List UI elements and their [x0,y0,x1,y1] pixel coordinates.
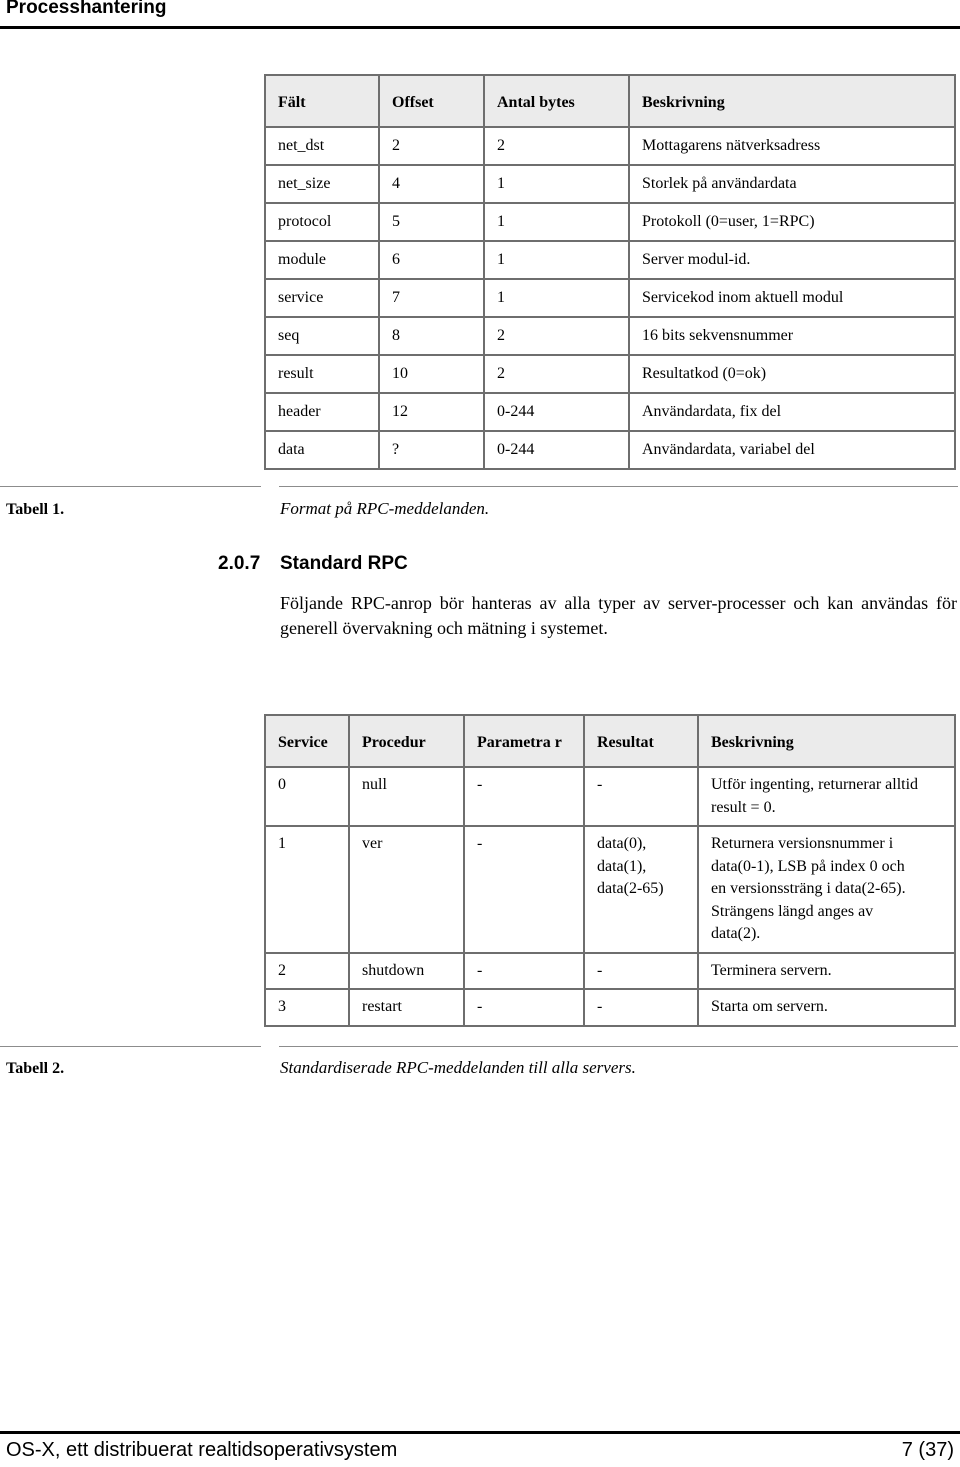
table-cell: Terminera servern. [698,953,955,990]
table-cell: 2 [484,317,629,355]
table-cell: 1 [484,279,629,317]
table-cell: - [464,826,584,953]
table-cell: Returnera versionsnummer i data(0-1), LSB på index 0 och en versionssträng i data(2-65). Strängens längd anges av data(2). [698,826,955,953]
section-title: Standard RPC [280,553,408,574]
table-cell: Servicekod inom aktuell modul [629,279,955,317]
table-cell: Server modul-id. [629,241,955,279]
table-row [265,826,955,953]
table-row [265,989,955,1026]
table-cell: 6 [379,241,484,279]
table-row [265,127,955,165]
table-cell: 0 [265,767,349,826]
table-row [265,393,955,431]
header-rule [0,26,960,29]
table-row [265,203,955,241]
column-header: Antal bytes [484,75,629,127]
table-row [265,165,955,203]
table-cell: 7 [379,279,484,317]
column-header: Beskrivning [629,75,955,127]
table-cell: 0-244 [484,431,629,469]
table-cell: result [265,355,379,393]
caption-rule [279,486,958,487]
table-cell: shutdown [349,953,464,990]
table-cell: 1 [484,241,629,279]
table-cell: protocol [265,203,379,241]
table-cell: Resultatkod (0=ok) [629,355,955,393]
section-number: 2.0.7 [218,553,261,574]
table-cell: - [584,989,698,1026]
table-cell: - [464,767,584,826]
table-cell: restart [349,989,464,1026]
table-cell: 1 [484,165,629,203]
table-cell: 3 [265,989,349,1026]
table-cell: - [464,953,584,990]
footer-page-number: 7 (37) [901,1439,954,1461]
table-cell: data(0), data(1), data(2-65) [584,826,698,953]
table-cell: - [584,953,698,990]
table-cell: Utför ingenting, returnerar alltid result = 0. [698,767,955,826]
table-header-row [265,715,955,767]
table-cell: 4 [379,165,484,203]
table-row [265,241,955,279]
caption-rule [0,1046,261,1047]
column-header: Resultat [584,715,698,767]
table-cell: net_dst [265,127,379,165]
table-cell: Användardata, variabel del [629,431,955,469]
column-header: Service [265,715,349,767]
table-caption-text: Standardiserade RPC-meddelanden till alla servers. [280,1058,636,1077]
column-header: Fält [265,75,379,127]
table-cell: null [349,767,464,826]
table-caption-text: Format på RPC-meddelanden. [280,499,490,518]
table-cell: 2 [265,953,349,990]
table-cell: service [265,279,379,317]
table-cell: 2 [484,127,629,165]
table-cell: ver [349,826,464,953]
caption-rule [279,1046,958,1047]
table-cell: 8 [379,317,484,355]
table-cell: data [265,431,379,469]
rpc-format-table [264,74,956,470]
standard-rpc-table [264,714,956,1027]
table-cell: 10 [379,355,484,393]
column-header: Procedur [349,715,464,767]
table-caption-label: Tabell 1. [6,501,65,518]
table-cell: Storlek på användardata [629,165,955,203]
table-cell: 2 [379,127,484,165]
table-cell: header [265,393,379,431]
table-row [265,767,955,826]
table-row [265,355,955,393]
footer-rule [0,1431,960,1434]
table-cell: ? [379,431,484,469]
table-cell: net_size [265,165,379,203]
table-cell: seq [265,317,379,355]
column-header: Parametra r [464,715,584,767]
table-cell: Protokoll (0=user, 1=RPC) [629,203,955,241]
table-cell: - [584,767,698,826]
table-cell: module [265,241,379,279]
table-cell: Mottagarens nätverksadress [629,127,955,165]
footer-document-title: OS-X, ett distribuerat realtidsoperativsystem [6,1439,398,1461]
table-row [265,431,955,469]
table-cell: 0-244 [484,393,629,431]
table-row [265,317,955,355]
table-cell: Starta om servern. [698,989,955,1026]
table-cell: 12 [379,393,484,431]
table-cell: 16 bits sekvensnummer [629,317,955,355]
table-row [265,279,955,317]
table-cell: 2 [484,355,629,393]
table-cell: Användardata, fix del [629,393,955,431]
table-caption-label: Tabell 2. [6,1060,65,1077]
caption-rule [0,486,261,487]
column-header: Beskrivning [698,715,955,767]
table-row [265,953,955,990]
table-cell: 5 [379,203,484,241]
table-cell: 1 [484,203,629,241]
table-header-row [265,75,955,127]
table-cell: 1 [265,826,349,953]
section-heading [218,553,408,575]
section-paragraph: Följande RPC-anrop bör hanteras av alla typer av server-processer och kan användas för generell övervakning och mätning i systemet. [280,593,957,638]
table-cell: - [464,989,584,1026]
column-header: Offset [379,75,484,127]
page-header-title: Processhantering [6,0,167,18]
